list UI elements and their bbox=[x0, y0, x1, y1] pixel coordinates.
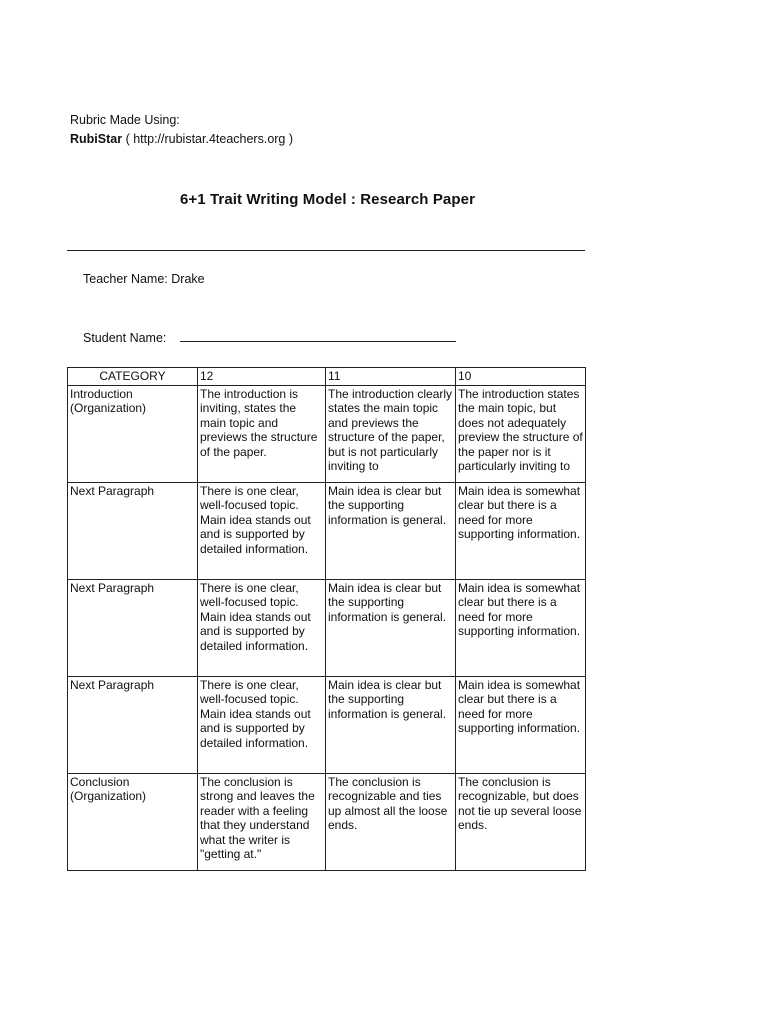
descriptor-text: The conclusion is strong and leaves the reader with a feeling that they understand what the writer is "getting at." bbox=[200, 775, 315, 862]
rubistar-url: ( http://rubistar.4teachers.org ) bbox=[125, 132, 294, 146]
rubric-row-next-paragraph-1 bbox=[68, 483, 586, 580]
descriptor-text: The introduction states the main topic, but does not adequately preview the structure of the paper nor is it particularly inviting to bbox=[458, 387, 583, 474]
descriptor-text: There is one clear, well-focused topic. Main idea stands out and is supported by detailed information. bbox=[200, 678, 311, 750]
score-11-cell bbox=[326, 774, 456, 871]
descriptor-text: Main idea is clear but the supporting information is general. bbox=[328, 581, 447, 624]
score-12-cell bbox=[198, 677, 326, 774]
category-cell bbox=[68, 483, 198, 580]
rubric-row-introduction bbox=[68, 386, 586, 483]
descriptor-text: The introduction is inviting, states the main topic and previews the structure of the paper. bbox=[200, 387, 318, 459]
document-title: 6+1 Trait Writing Model : Research Paper bbox=[179, 191, 476, 208]
score-11-cell bbox=[326, 386, 456, 483]
descriptor-text: Main idea is somewhat clear but there is a need for more supporting information. bbox=[458, 581, 581, 639]
score-11-cell bbox=[326, 483, 456, 580]
column-header-10: 10 bbox=[456, 368, 586, 386]
made-using-block bbox=[70, 111, 293, 149]
teacher-name-line bbox=[83, 272, 205, 286]
category-label: Next Paragraph bbox=[70, 678, 155, 692]
score-10-cell bbox=[456, 483, 586, 580]
score-12-cell bbox=[198, 580, 326, 677]
descriptor-text: There is one clear, well-focused topic. Main idea stands out and is supported by detailed information. bbox=[200, 484, 311, 556]
descriptor-text: The introduction clearly states the main topic and previews the structure of the paper, but is not particularly inviting to bbox=[328, 387, 453, 474]
student-name-blank[interactable] bbox=[180, 330, 456, 342]
score-10-cell bbox=[456, 774, 586, 871]
score-12-cell bbox=[198, 774, 326, 871]
column-header-category: CATEGORY bbox=[68, 368, 198, 386]
category-cell bbox=[68, 386, 198, 483]
rubric-header-row bbox=[68, 368, 586, 386]
teacher-name-value: Drake bbox=[171, 272, 205, 286]
student-name-line bbox=[83, 330, 456, 345]
rubric-row-next-paragraph-3 bbox=[68, 677, 586, 774]
category-cell bbox=[68, 677, 198, 774]
category-label: Next Paragraph bbox=[70, 581, 155, 595]
rubistar-credit bbox=[70, 130, 293, 149]
descriptor-text: The conclusion is recognizable, but does not tie up several loose ends. bbox=[458, 775, 582, 833]
made-using-label: Rubric Made Using: bbox=[70, 113, 180, 127]
score-10-cell bbox=[456, 580, 586, 677]
rubistar-name: RubiStar bbox=[70, 132, 123, 146]
score-10-cell bbox=[456, 386, 586, 483]
descriptor-text: Main idea is clear but the supporting information is general. bbox=[328, 484, 447, 527]
category-label: Introduction (Organization) bbox=[70, 387, 147, 416]
rubric-table bbox=[67, 367, 586, 871]
score-11-cell bbox=[326, 580, 456, 677]
category-label: Next Paragraph bbox=[70, 484, 155, 498]
descriptor-text: Main idea is clear but the supporting information is general. bbox=[328, 678, 447, 721]
teacher-name-label: Teacher Name: bbox=[83, 272, 168, 286]
descriptor-text: Main idea is somewhat clear but there is a need for more supporting information. bbox=[458, 484, 581, 542]
descriptor-text: The conclusion is recognizable and ties up almost all the loose ends. bbox=[328, 775, 448, 833]
rubric-row-next-paragraph-2 bbox=[68, 580, 586, 677]
category-cell bbox=[68, 580, 198, 677]
score-11-cell bbox=[326, 677, 456, 774]
rubric-row-conclusion bbox=[68, 774, 586, 871]
column-header-12: 12 bbox=[198, 368, 326, 386]
category-cell bbox=[68, 774, 198, 871]
score-12-cell bbox=[198, 483, 326, 580]
column-header-11: 11 bbox=[326, 368, 456, 386]
score-10-cell bbox=[456, 677, 586, 774]
category-label: Conclusion (Organization) bbox=[70, 775, 147, 804]
title-divider bbox=[67, 250, 585, 251]
descriptor-text: There is one clear, well-focused topic. Main idea stands out and is supported by detailed information. bbox=[200, 581, 311, 653]
student-name-label: Student Name: bbox=[83, 331, 167, 345]
score-12-cell bbox=[198, 386, 326, 483]
descriptor-text: Main idea is somewhat clear but there is a need for more supporting information. bbox=[458, 678, 581, 736]
